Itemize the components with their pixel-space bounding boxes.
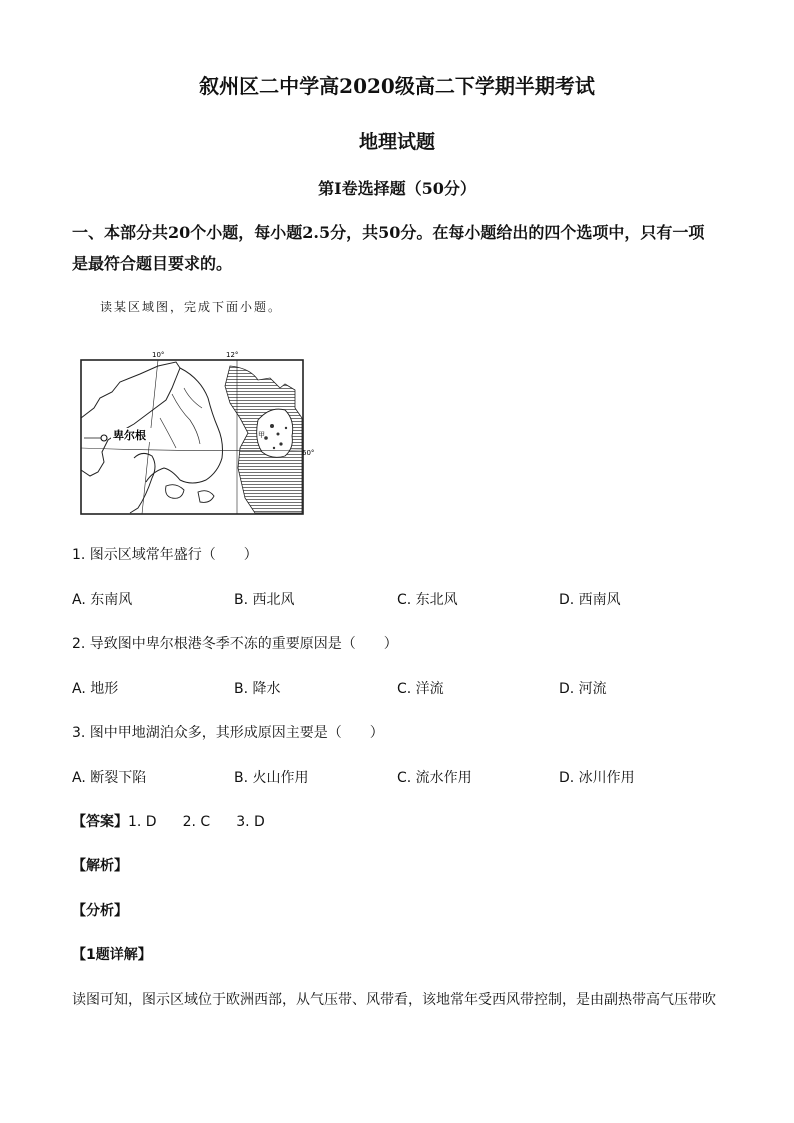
question-2-option-b: B. 降水 — [234, 681, 281, 697]
city-label: 卑尔根 — [113, 429, 146, 442]
question-3-option-b: B. 火山作用 — [234, 770, 309, 786]
region-map — [80, 348, 315, 516]
answer-item-2: 2. C — [182, 814, 211, 830]
exam-subtitle: 地理试题 — [358, 131, 435, 153]
answer-tag: 【答案】 — [72, 814, 128, 830]
region-jia-label: 甲 — [258, 431, 265, 439]
question-2-stem: 2. 导致图中卑尔根港冬季不冻的重要原因是（ ） — [72, 636, 398, 652]
analysis-heading: 【解析】 — [72, 858, 128, 874]
question-3-option-d: D. 冰川作用 — [559, 770, 635, 786]
lon-label-10: 10° — [152, 351, 165, 359]
question-1-option-c: C. 东北风 — [397, 592, 458, 608]
question-3-option-a: A. 断裂下陷 — [72, 770, 147, 786]
answer-line — [72, 811, 265, 831]
coastline-south — [146, 368, 223, 483]
question-3-stem: 3. 图中甲地湖泊众多，其形成原因主要是（ ） — [72, 725, 384, 741]
answer-item-3: 3. D — [236, 814, 265, 830]
detail-heading: 【1题详解】 — [72, 947, 152, 963]
question-2-option-d: D. 河流 — [559, 681, 607, 697]
coastline-west — [81, 362, 180, 476]
lon-label-12: 12° — [226, 351, 239, 359]
city-marker-icon — [101, 435, 107, 441]
detail-paragraph: 读图可知，图示区域位于欧洲西部，从气压带、风带看，该地常年受西风带控制，是由副热带高气压带吹 — [72, 992, 716, 1008]
question-2-option-c: C. 洋流 — [397, 681, 444, 697]
reading-prompt: 读某区域图，完成下面小题。 — [100, 300, 283, 314]
question-2-option-a: A. 地形 — [72, 681, 119, 697]
question-1-option-a: A. 东南风 — [72, 592, 133, 608]
lat-label-60: 60° — [302, 449, 315, 457]
question-1-option-d: D. 西南风 — [559, 592, 621, 608]
fenxi-heading: 【分析】 — [72, 903, 128, 919]
question-1-option-b: B. 西北风 — [234, 592, 295, 608]
exam-title: 叙州区二中学高2020级高二下学期半期考试 — [199, 74, 595, 98]
section-heading: 第Ⅰ卷选择题（50分） — [318, 179, 476, 198]
question-1-stem: 1. 图示区域常年盛行（ ） — [72, 547, 258, 563]
land-south — [130, 453, 155, 513]
instructions-line-1: 一、本部分共20个小题，每小题2.5分，共50分。在每小题给出的四个选项中，只有一项 — [72, 223, 705, 242]
question-3-option-c: C. 流水作用 — [397, 770, 472, 786]
answer-item-1: 1. D — [128, 814, 157, 830]
instructions-line-2: 是最符合题目要求的。 — [72, 254, 233, 273]
